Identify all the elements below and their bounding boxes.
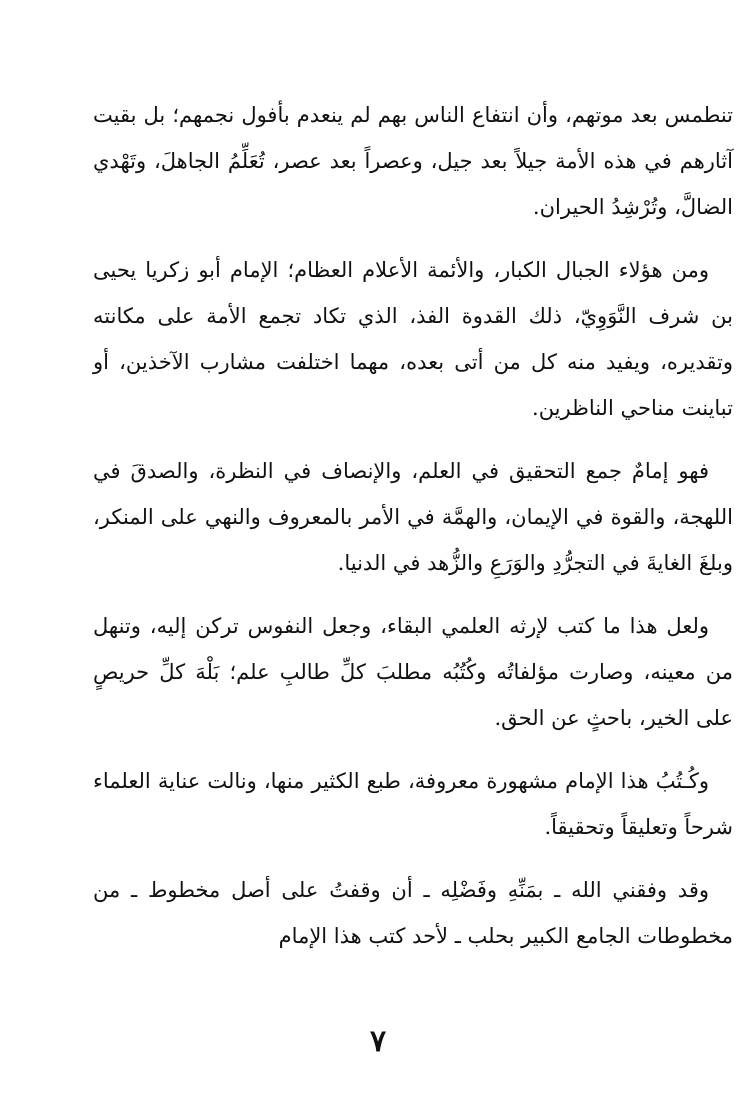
body-text bbox=[93, 92, 733, 976]
paragraph-2: ومن هؤلاء الجبال الكبار، والأئمة الأعلام العظام؛ الإمام أبو زكريا يحيى بن شرف النَّوَوِيّ، ذلك القدوة الفذ، الذي تكاد تجمع الأمة على مكانته وتقديره، ويفيد منه كل من أتى بعده، مهما اختلفت مشارب الآخذين، أو تباينت مناحي الناظرين. bbox=[93, 258, 733, 420]
paragraph-4: ولعل هذا ما كتب لإرثه العلمي البقاء، وجعل النفوس تركن إليه، وتنهل من معينه، وصارت مؤلفاتُه وكُتُبُه مطلبَ كلِّ طالبِ علم؛ بَلْهَ كلِّ حريصٍ على الخير، باحثٍ عن الحق. bbox=[93, 614, 733, 730]
page-number: ٧ bbox=[369, 1024, 387, 1059]
paragraph-3: فهو إمامٌ جمع التحقيق في العلم، والإنصاف في النظرة، والصدقَ في اللهجة، والقوة في الإيمان، والهمَّة في الأمر بالمعروف والنهي على المنكر، وبلغَ الغايةَ في التجرُّدِ والوَرَعِ والزُّهد في الدنيا. bbox=[93, 459, 733, 575]
paragraph-1: تنطمس بعد موتهم، وأن انتفاع الناس بهم لم ينعدم بأفول نجمهم؛ بل بقيت آثارهم في هذه الأمة جيلاً بعد جيل، وعصراً بعد عصر، تُعَلِّمُ الجاهلَ، وتَهْدي الضالَّ، وتُرْشِدُ الحيران. bbox=[93, 103, 733, 219]
paragraph-5: وكُـتُبُ هذا الإمام مشهورة معروفة، طبع الكثير منها، ونالت عناية العلماء شرحاً وتعليقاً وتحقيقاً. bbox=[93, 769, 733, 839]
paragraph-6: وقد وفقني الله ـ بمَنِّهِ وفَضْلِه ـ أن وقفتُ على أصل مخطوط ـ من مخطوطات الجامع الكبير بحلب ـ لأحد كتب هذا الإمام bbox=[93, 878, 733, 948]
